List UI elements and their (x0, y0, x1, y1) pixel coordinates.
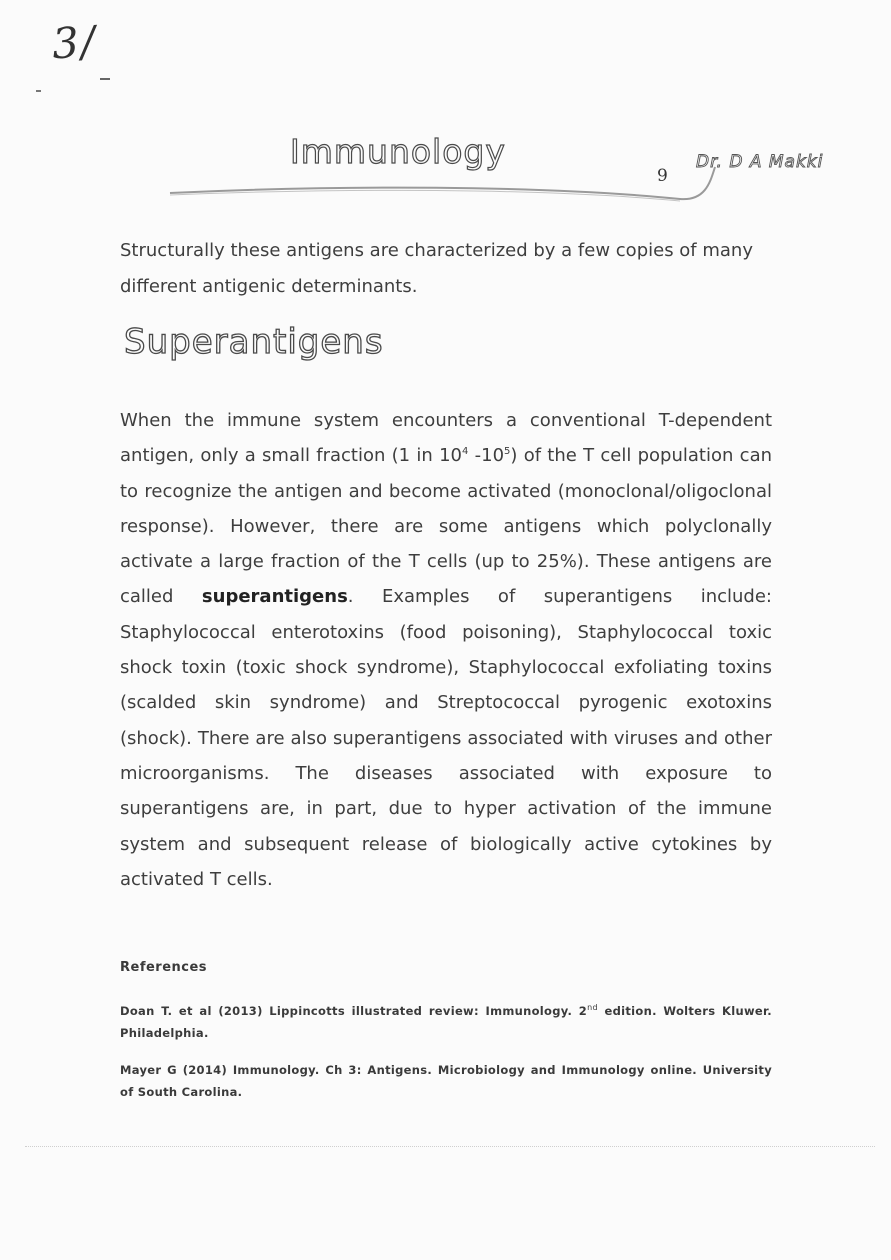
header-title: Immunology (290, 132, 506, 171)
footer-divider (25, 1146, 875, 1148)
intro-paragraph: Structurally these antigens are characterized by a few copies of many different antigenic determinants. (120, 240, 753, 297)
author-name: Dr. D A Makki (696, 152, 824, 172)
references-title: References (120, 960, 208, 975)
key-term: superantigens (201, 586, 348, 608)
reference-item: Mayer G (2014) Immunology. Ch 3: Antigens. Microbiology and Immunology online. University of South Carolina. (120, 1063, 772, 1099)
page-number: 9 (657, 166, 668, 186)
handwritten-stroke (36, 90, 41, 92)
section-heading: Superantigens (124, 322, 384, 362)
reference-item: Doan T. et al (2013) Lippincotts illustrated review: Immunology. 2nd edition. Wolters Kluwer. Philadelphia. (120, 1003, 772, 1040)
header-decorative-swoosh (160, 155, 720, 215)
body-paragraph: When the immune system encounters a conventional T-dependent antigen, only a small fraction (1 in $10^4$ $-10^5$) of the T cell population can to recognize the antigen and become activated (monoclonal/oligoclonal response). However, there are some antigens which polyclonally activate a large fraction of the T cells (up to 25%). These antigens are called superantigens. Examples of superantigens include: Staphylococcal enterotoxins (food poisoning), Staphylococcal toxic shock toxin (toxic shock syndrome), Staphylococcal exfoliating toxins (scalded skin syndrome) and Streptococcal pyrogenic exotoxins (shock). There are also superantigens associated with viruses and other microorganisms. The diseases associated with exposure to superantigens are, in part, due to hyper activation of the immune system and subsequent release of biologically active cytokines by activated T cells. (120, 410, 773, 890)
handwritten-page-mark: 3/ (50, 16, 99, 69)
handwritten-stroke (100, 78, 110, 80)
